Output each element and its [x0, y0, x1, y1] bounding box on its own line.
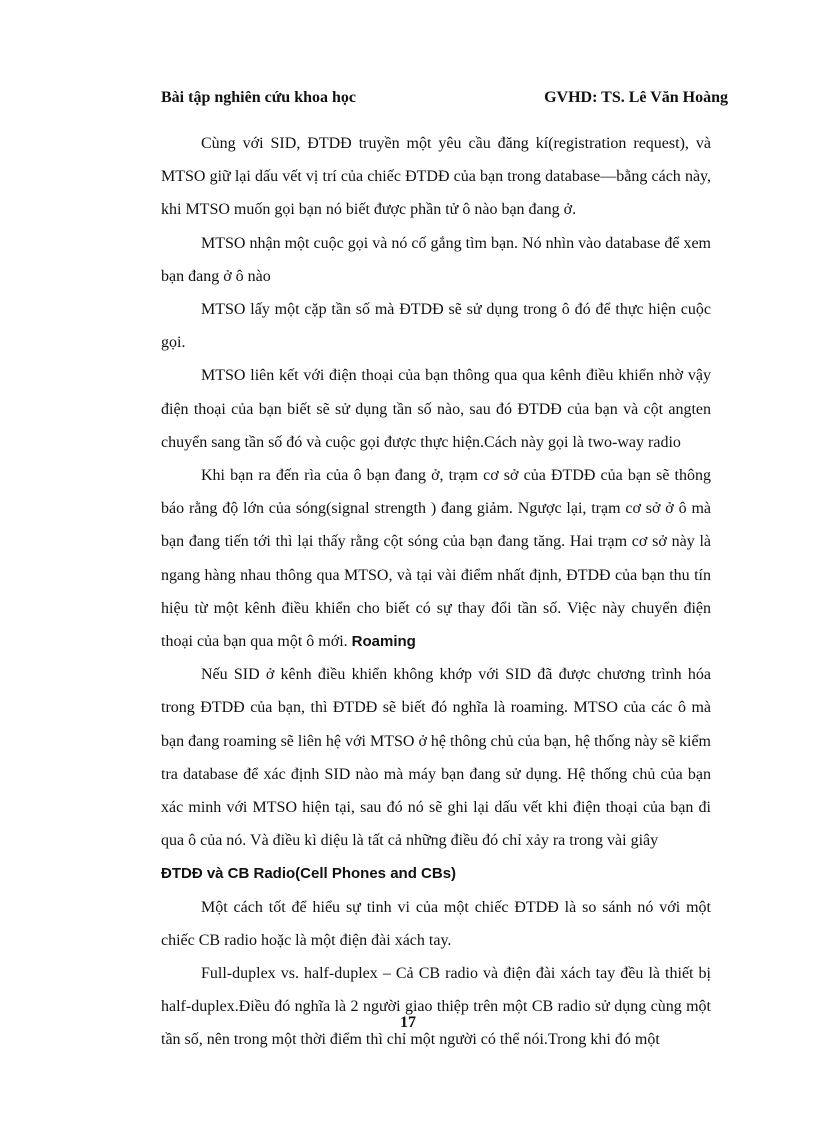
- section-heading: ĐTDĐ và CB Radio(Cell Phones and CBs): [161, 865, 457, 883]
- roaming-term: Roaming: [351, 633, 416, 651]
- paragraph-control-channel: MTSO liên kết với điện thoại của bạn thông qua qua kênh điều khiển nhờ vậy điện thoại của bạn biết sẽ sử dụng tần số nào, sau đó ĐTDĐ của bạn và cột angten chuyển sang tần số đó và cuộc gọi được thực hiện.Cách này gọi là two-way radio: [161, 367, 711, 451]
- page-number: 17: [400, 1014, 416, 1031]
- header-title: Bài tập nghiên cứu khoa học: [161, 89, 356, 106]
- paragraph-mtso-receives-call: MTSO nhận một cuộc gọi và nó cố gắng tìm bạn. Nó nhìn vào database để xem bạn đang ở ô nào: [161, 234, 711, 285]
- header-advisor: GVHD: TS. Lê Văn Hoàng: [544, 89, 728, 106]
- page-body: [161, 127, 711, 1057]
- paragraph-duplex: Full-duplex vs. half-duplex – Cả CB radio và điện đài xách tay đều là thiết bị half-duplex.Điều đó nghĩa là 2 người giao thiệp trên một CB radio sử dụng cùng một tần số, nên trong một thời điểm thì chỉ một người có thể nói.Trong khi đó một: [161, 965, 711, 1049]
- paragraph-frequency-pair: MTSO lấy một cặp tần số mà ĐTDĐ sẽ sử dụng trong ô đó để thực hiện cuộc gọi.: [161, 301, 711, 352]
- paragraph-cb-comparison: Một cách tốt để hiểu sự tinh vi của một chiếc ĐTDĐ là so sánh nó với một chiếc CB radio hoặc là một điện đài xách tay.: [161, 898, 711, 949]
- page-header: [161, 89, 728, 113]
- paragraph-roaming: Nếu SID ở kênh điều khiển không khớp với SID đã được chương trình hóa trong ĐTDĐ của bạn, thì ĐTDĐ sẽ biết đó nghĩa là roaming. MTSO của các ô mà bạn đang roaming sẽ liên hệ với MTSO ở hệ thông chủ của bạn, hệ thống này sẽ kiểm tra database để xác định SID nào mà máy bạn đang sử dụng. Hệ thống chủ của bạn xác minh với MTSO hiện tại, sau đó nó sẽ ghi lại dấu vết khi điện thoại của bạn đi qua ô của nó. Và điều kì diệu là tất cả những điều đó chỉ xảy ra trong vài giây: [161, 666, 711, 850]
- paragraph-handoff-text: Khi bạn ra đến rìa của ô bạn đang ở, trạm cơ sở của ĐTDĐ của bạn sẽ thông báo rằng độ lớn của sóng(signal strength ) đang giảm. Ngược lại, trạm cơ sở ở ô mà bạn đang tiến tới thì lại thấy rằng cột sóng của bạn đang tăng. Hai trạm cơ sở này là ngang hàng nhau thông qua MTSO, và tại vài điểm nhất định, ĐTDĐ của bạn thu tín hiệu từ một kênh điều khiển cho biết có sự thay đổi tần số. Việc này chuyển điện thoại của bạn qua một ô mới.: [161, 467, 711, 651]
- paragraph-handoff: [161, 459, 711, 658]
- paragraph-registration: Cùng với SID, ĐTDĐ truyền một yêu cầu đăng kí(registration request), và MTSO giữ lại dấu vết vị trí của chiếc ĐTDĐ của bạn trong database—bằng cách này, khi MTSO muốn gọi bạn nó biết được phần tử ô nào bạn đang ở.: [161, 135, 711, 219]
